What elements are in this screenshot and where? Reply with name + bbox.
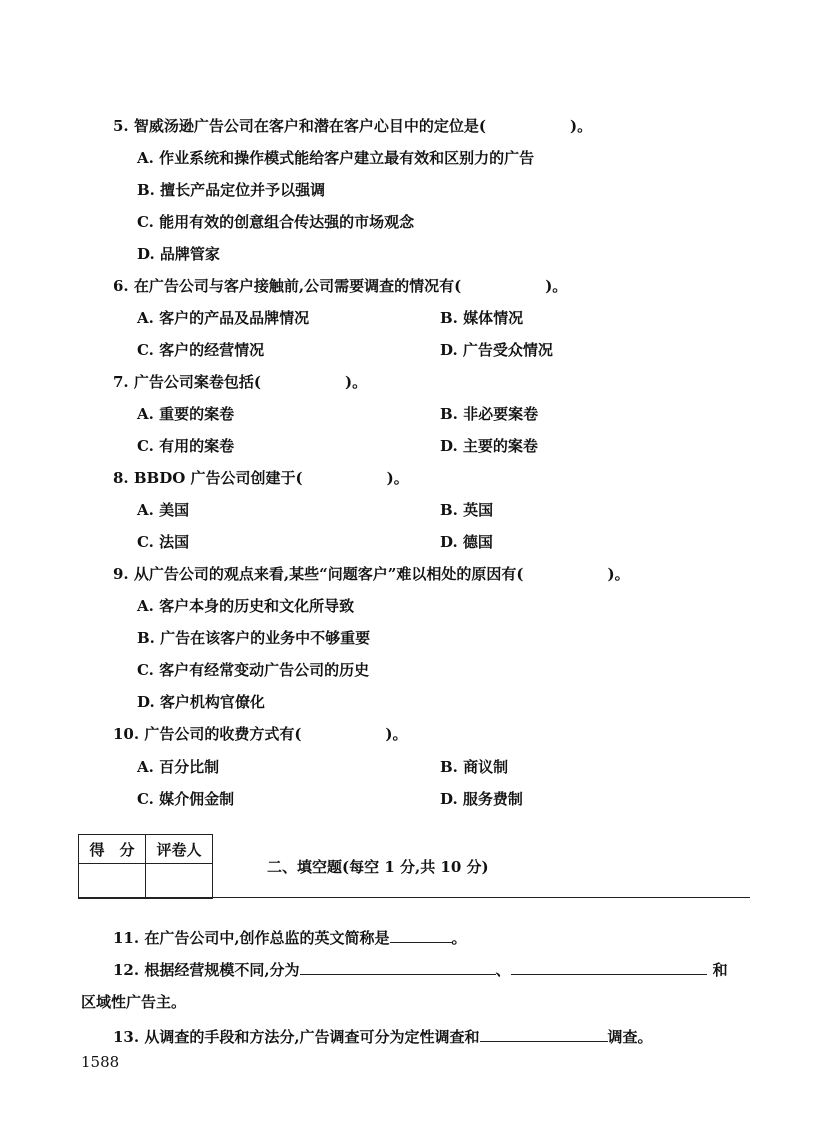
separator: 、: [495, 961, 511, 979]
score-cell[interactable]: [79, 864, 146, 899]
option-7a: A. 重要的案卷: [137, 405, 235, 423]
question-stem: 7. 广告公司案卷包括(: [113, 373, 261, 391]
option-7d: D. 主要的案卷: [440, 437, 538, 455]
question-12-continuation: 区域性广告主。: [81, 993, 187, 1011]
option-9a: A. 客户本身的历史和文化所导致: [137, 597, 355, 615]
question-end: 和: [712, 961, 728, 979]
question-5: [113, 116, 592, 136]
question-6: [113, 276, 567, 296]
score-header: 得 分: [79, 835, 146, 864]
question-end: )。: [569, 117, 593, 135]
question-end: 调查。: [607, 1028, 653, 1046]
question-stem: 5. 智威汤逊广告公司在客户和潜在客户心目中的定位是(: [113, 117, 486, 135]
option-8a: A. 美国: [137, 501, 190, 519]
question-13: [113, 1025, 653, 1047]
question-7: [113, 372, 367, 392]
option-10d: D. 服务费制: [440, 790, 523, 808]
option-9c: C. 客户有经常变动广告公司的历史: [137, 661, 370, 679]
answer-blank[interactable]: [480, 1025, 608, 1042]
section-divider: [78, 897, 750, 898]
option-6c: C. 客户的经营情况: [137, 341, 265, 359]
grader-header: 评卷人: [146, 835, 213, 864]
answer-blank-2[interactable]: [511, 958, 707, 975]
option-5c: C. 能用有效的创意组合传达强的市场观念: [137, 213, 415, 231]
option-8b: B. 英国: [440, 501, 494, 519]
question-9: [113, 564, 630, 584]
option-8c: C. 法国: [137, 533, 190, 551]
question-12: [113, 958, 728, 980]
question-stem: 13. 从调查的手段和方法分,广告调查可分为定性调查和: [113, 1028, 480, 1046]
grader-cell[interactable]: [146, 864, 213, 899]
section-title: 二、填空题(每空 1 分,共 10 分): [267, 858, 489, 876]
question-end: )。: [385, 725, 408, 743]
option-5d: D. 品牌管家: [137, 245, 220, 263]
answer-blank[interactable]: [390, 926, 452, 943]
question-stem: 10. 广告公司的收费方式有(: [113, 725, 302, 743]
option-9d: D. 客户机构官僚化: [137, 693, 265, 711]
question-stem: 12. 根据经营规模不同,分为: [113, 961, 300, 979]
question-11: [113, 926, 467, 948]
option-10c: C. 媒介佣金制: [137, 790, 235, 808]
question-stem: 11. 在广告公司中,创作总监的英文简称是: [113, 929, 390, 947]
question-end: )。: [607, 565, 630, 583]
question-end: 。: [451, 929, 467, 947]
question-end: )。: [545, 277, 568, 295]
option-6a: A. 客户的产品及品牌情况: [137, 309, 310, 327]
option-9b: B. 广告在该客户的业务中不够重要: [137, 629, 371, 647]
question-stem: 9. 从广告公司的观点来看,某些“问题客户”难以相处的原因有(: [113, 565, 524, 583]
option-5b: B. 擅长产品定位并予以强调: [137, 181, 326, 199]
option-7c: C. 有用的案卷: [137, 437, 235, 455]
answer-blank-1[interactable]: [300, 958, 496, 975]
option-10b: B. 商议制: [440, 758, 509, 776]
page-number: 1588: [81, 1053, 120, 1071]
option-10a: A. 百分比制: [137, 758, 220, 776]
question-10: [113, 724, 408, 744]
option-5a: A. 作业系统和操作模式能给客户建立最有效和区别力的广告: [137, 149, 535, 167]
question-stem: 8. BBDO 广告公司创建于(: [113, 469, 303, 487]
score-table: [78, 834, 213, 899]
question-8: [113, 468, 409, 488]
question-stem: 6. 在广告公司与客户接触前,公司需要调查的情况有(: [113, 277, 462, 295]
option-8d: D. 德国: [440, 533, 493, 551]
option-7b: B. 非必要案卷: [440, 405, 539, 423]
option-6d: D. 广告受众情况: [440, 341, 553, 359]
question-end: )。: [344, 373, 368, 391]
option-6b: B. 媒体情况: [440, 309, 524, 327]
question-end: )。: [386, 469, 409, 487]
